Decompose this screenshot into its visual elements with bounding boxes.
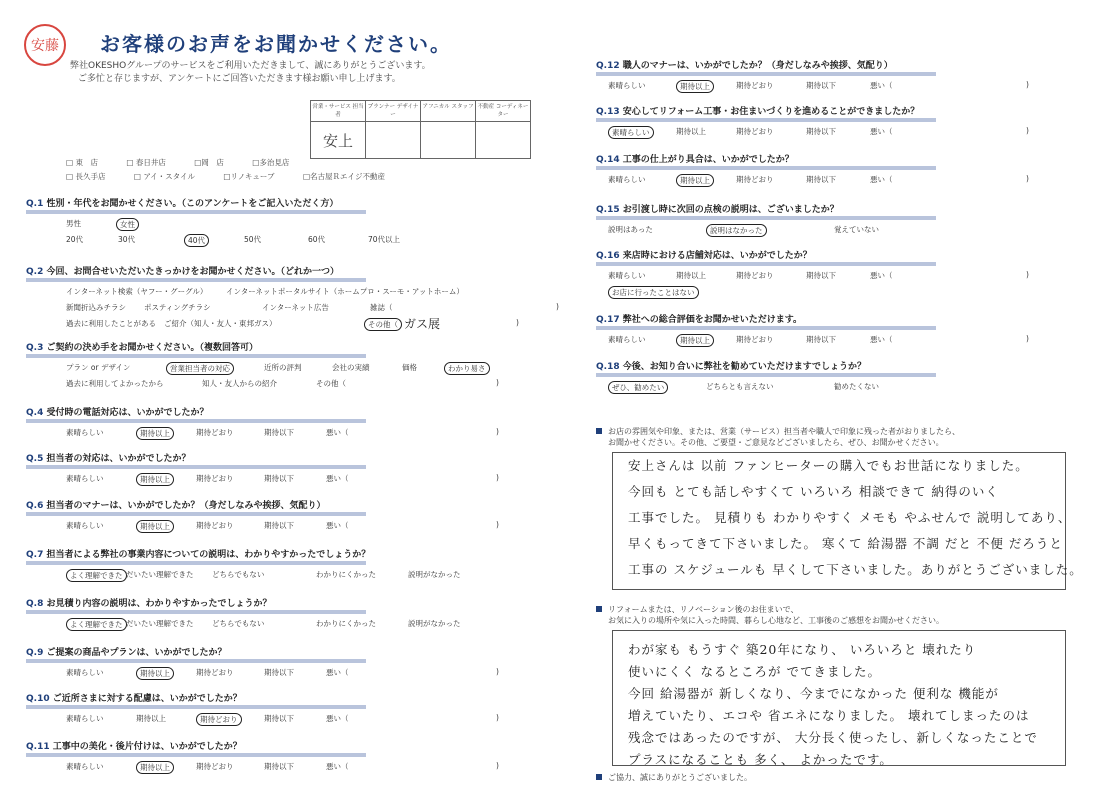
option: 期待以上 <box>676 127 706 136</box>
question-title <box>26 340 366 353</box>
option: 60代 <box>308 235 326 244</box>
seal-stamp: 安藤 <box>24 24 66 66</box>
selected-option: 素晴らしい <box>608 126 654 139</box>
question-underline <box>26 705 366 709</box>
option: 知人・友人からの紹介 <box>202 379 277 388</box>
question-title <box>596 248 936 261</box>
staff-table <box>310 100 531 159</box>
option: 素晴らしい <box>66 474 104 483</box>
option: 期待以下 <box>264 521 294 530</box>
shop-item: □ 長久手店 <box>66 172 106 181</box>
option-row <box>596 286 936 298</box>
question-text: 来店時における店舗対応は、いかがでしたか？ <box>622 251 812 261</box>
option-row <box>26 317 519 331</box>
option: 覚えていない <box>834 225 879 234</box>
question-underline <box>596 118 936 122</box>
selected-option: 期待以上 <box>136 520 174 533</box>
option: 期待どおり <box>736 175 774 184</box>
option: 期待どおり <box>196 474 234 483</box>
option-row <box>26 569 461 581</box>
question-q14 <box>596 152 1029 186</box>
question-number: Q.13 <box>596 107 623 117</box>
option: 素晴らしい <box>608 175 646 184</box>
selected-option: 期待以上 <box>676 80 714 93</box>
option: 過去に利用してよかったから <box>66 379 164 388</box>
question-q15 <box>596 202 936 236</box>
option: 新聞折込みチラシ <box>66 303 126 312</box>
question-q2 <box>26 264 559 331</box>
question-title <box>26 547 370 560</box>
option: 会社の実績 <box>332 363 370 372</box>
section-label: リフォームまたは、リノベーション後のお住まいで、 <box>608 605 799 614</box>
question-text: 安心してリフォーム工事・お住まいづくりを進めることができましたか？ <box>622 107 920 117</box>
option: 期待以下 <box>806 271 836 280</box>
question-number: Q.15 <box>596 205 623 215</box>
selected-option: 営業担当者の対応 <box>166 362 234 375</box>
option: ) <box>1026 80 1029 89</box>
bullet-icon <box>596 428 602 434</box>
shop-item: □多治見店 <box>252 158 290 167</box>
option: ポスティングチラシ <box>144 303 211 312</box>
question-q18 <box>596 359 936 393</box>
question-number: Q.2 <box>26 267 47 277</box>
option: ) <box>556 302 559 311</box>
option: ) <box>1026 174 1029 183</box>
staff-value <box>476 122 531 159</box>
selected-option: 期待以上 <box>676 174 714 187</box>
staff-header: 営業・サービス 担当者 <box>311 101 366 122</box>
question-text: 工事の仕上がり具合は、いかがでしたか？ <box>622 155 794 165</box>
question-title <box>26 451 366 464</box>
option-row <box>26 362 486 374</box>
question-number: Q.1 <box>26 199 47 209</box>
question-q11 <box>26 739 499 773</box>
option: ) <box>496 378 499 387</box>
staff-header: 不動産 コーディネーター <box>476 101 531 122</box>
option: 悪い（ <box>870 127 893 136</box>
option: 悪い（ <box>870 271 893 280</box>
question-underline <box>26 354 366 358</box>
question-q7 <box>26 547 461 581</box>
option: 期待どおり <box>736 81 774 90</box>
option: 期待以下 <box>806 81 836 90</box>
selected-option: 女性 <box>116 218 139 231</box>
option: 素晴らしい <box>66 762 104 771</box>
question-underline <box>596 166 936 170</box>
option-row <box>26 218 366 230</box>
question-text: ご提案の商品やプランは、いかがでしたか？ <box>46 648 227 658</box>
option: 期待以下 <box>264 762 294 771</box>
handwritten-line: 工事でした。 見積りも わかりやすく メモも やふせんで 説明してあり、 <box>628 510 1072 525</box>
question-title <box>596 359 936 372</box>
option-row <box>26 761 499 773</box>
option: 期待以下 <box>806 127 836 136</box>
option: 悪い（ <box>326 668 349 677</box>
option: ) <box>496 520 499 529</box>
question-q10 <box>26 691 499 725</box>
option: どちらでもない <box>212 570 265 579</box>
question-number: Q.9 <box>26 648 47 658</box>
option: だいたい理解できた <box>126 619 194 628</box>
option: 期待どおり <box>736 335 774 344</box>
option: だいたい理解できた <box>126 570 194 579</box>
option: 説明がなかった <box>408 619 461 628</box>
option-row <box>26 713 499 725</box>
option-row <box>26 302 559 314</box>
question-title <box>596 152 936 165</box>
option: 50代 <box>244 235 262 244</box>
selected-option: 説明はなかった <box>706 224 767 237</box>
shop-item: □ 春日井店 <box>126 158 166 167</box>
question-title <box>26 405 366 418</box>
question-title <box>26 196 366 209</box>
comment-section-1-label <box>596 426 960 448</box>
option: 期待以下 <box>264 428 294 437</box>
question-text: 担当者による弊社の事業内容についての説明は、わかりやすかったでしょうか？ <box>46 550 371 560</box>
option: 期待以下 <box>806 175 836 184</box>
option-row <box>26 427 499 439</box>
section-label: お聞かせください。その他、ご要望・ご意見などございましたら、ぜひ、お聞かせください。 <box>608 438 944 447</box>
option-row <box>596 270 1029 282</box>
option: どちらとも言えない <box>706 382 774 391</box>
question-underline <box>596 326 936 330</box>
selected-option: 40代 <box>184 234 209 247</box>
option: 期待以下 <box>806 335 836 344</box>
option: 素晴らしい <box>66 714 104 723</box>
option-row <box>596 80 1029 92</box>
option: 素晴らしい <box>608 81 646 90</box>
option: 期待どおり <box>196 521 234 530</box>
question-underline <box>26 512 366 516</box>
question-underline <box>26 753 366 757</box>
question-text: 今後、お知り合いに弊社を勧めていただけますでしょうか？ <box>622 362 867 372</box>
handwritten-line: 工事の スケジュールも 早くして下さいました。ありがとうございました。 <box>628 562 1083 577</box>
handwritten-line: 残念ではあったのですが、 大分長く使ったし、新しくなったことで <box>628 730 1038 745</box>
option: 素晴らしい <box>66 428 104 437</box>
option: 70代以上 <box>368 235 401 244</box>
question-number: Q.5 <box>26 454 47 464</box>
question-q9 <box>26 645 499 679</box>
question-number: Q.14 <box>596 155 623 165</box>
question-title <box>26 596 366 609</box>
option: ) <box>496 473 499 482</box>
option-row <box>596 381 936 393</box>
option-row <box>596 126 1029 138</box>
option-row <box>596 174 1029 186</box>
question-number: Q.4 <box>26 408 47 418</box>
question-number: Q.16 <box>596 251 623 261</box>
option: 20代 <box>66 235 84 244</box>
option: 価格 <box>402 363 417 372</box>
selected-option: よく理解できた <box>66 569 127 582</box>
option: ) <box>1026 334 1029 343</box>
option: インターネット検索（ヤフー・グーグル） <box>66 287 208 296</box>
question-number: Q.3 <box>26 343 47 353</box>
option: 期待以下 <box>264 474 294 483</box>
question-underline <box>26 610 366 614</box>
selected-option: 期待どおり <box>196 713 242 726</box>
question-underline <box>26 419 366 423</box>
question-title <box>596 312 936 325</box>
option: 素晴らしい <box>66 668 104 677</box>
option: 説明はあった <box>608 225 653 234</box>
option: ガス展 <box>404 317 441 331</box>
question-number: Q.18 <box>596 362 623 372</box>
selected-option: よく理解できた <box>66 618 127 631</box>
question-text: お引渡し時に次回の点検の説明は、ございましたか？ <box>622 205 839 215</box>
question-q17 <box>596 312 1029 346</box>
option: 期待以下 <box>264 714 294 723</box>
question-title <box>26 645 366 658</box>
question-underline <box>26 561 366 565</box>
option: 悪い（ <box>870 335 893 344</box>
option: 30代 <box>118 235 136 244</box>
option: 悪い（ <box>870 81 893 90</box>
shop-item: □リノキューブ <box>223 172 275 181</box>
handwritten-line: 今回も とても話しやすくて いろいろ 相談できて 納得のいく <box>628 484 999 499</box>
handwritten-line: 増えていたり、エコや 省エネになりました。 壊れてしまったのは <box>628 708 1030 723</box>
option-row <box>26 473 499 485</box>
question-title <box>26 264 366 277</box>
footer-text: ご協力、誠にありがとうございました。 <box>608 773 752 782</box>
option: その他（ <box>316 379 346 388</box>
question-number: Q.10 <box>26 694 53 704</box>
option: 悪い（ <box>326 428 349 437</box>
question-title <box>26 498 366 511</box>
staff-value: 安上 <box>311 122 366 159</box>
question-q8 <box>26 596 461 630</box>
option: ) <box>496 667 499 676</box>
question-title <box>26 691 366 704</box>
question-underline <box>26 465 366 469</box>
option: ) <box>496 427 499 436</box>
section-label: お気に入りの場所や気に入った時間、暮らし心地など、工事後のご感想をお聞かせください。 <box>608 616 944 625</box>
option: 素晴らしい <box>608 271 646 280</box>
option: 期待どおり <box>196 428 234 437</box>
question-text: 性別・年代をお聞かせください。（このアンケートをご記入いただく方） <box>46 199 339 209</box>
question-number: Q.12 <box>596 61 623 71</box>
handwritten-line: 安上さんは 以前 ファンヒーターの購入でもお世話になりました。 <box>628 458 1029 473</box>
option-row <box>26 618 461 630</box>
comment-section-2-label <box>596 604 944 626</box>
question-text: 工事中の美化・後片付けは、いかがでしたか？ <box>52 742 242 752</box>
option: 過去に利用したことがある <box>66 319 156 328</box>
question-underline <box>596 72 936 76</box>
question-number: Q.8 <box>26 599 47 609</box>
selected-option: 期待以上 <box>136 473 174 486</box>
selected-option: 期待以上 <box>136 427 174 440</box>
staff-header: アフニカル スタッフ <box>421 101 476 122</box>
option: 悪い（ <box>326 521 349 530</box>
option: 勧めたくない <box>834 382 879 391</box>
option: ) <box>1026 270 1029 279</box>
selected-option: ぜひ、勧めたい <box>608 381 668 394</box>
question-text: ご近所さまに対する配慮は、いかがでしたか？ <box>52 694 242 704</box>
option: わかりにくかった <box>316 619 376 628</box>
question-title <box>596 104 936 117</box>
option: 素晴らしい <box>66 521 104 530</box>
question-underline <box>26 210 366 214</box>
option: ) <box>516 318 519 327</box>
question-title <box>596 58 936 71</box>
option: 悪い（ <box>326 714 349 723</box>
option: 期待以上 <box>676 271 706 280</box>
shop-item: □名古屋Ｒエイジ不動産 <box>302 172 386 181</box>
option: プラン or デザイン <box>66 363 131 372</box>
question-number: Q.17 <box>596 315 623 325</box>
question-q5 <box>26 451 499 485</box>
shop-item: □ アイ・スタイル <box>133 172 196 181</box>
staff-value <box>366 122 421 159</box>
question-title <box>26 739 366 752</box>
shop-item: □ 東 店 <box>66 158 98 167</box>
question-underline <box>26 278 366 282</box>
option: 期待どおり <box>196 668 234 677</box>
question-underline <box>596 373 936 377</box>
handwritten-line: 今回 給湯器が 新しくなり、今までになかった 便利な 機能が <box>628 686 999 701</box>
option: 期待どおり <box>196 762 234 771</box>
option: インターネット広告 <box>262 303 329 312</box>
option-row <box>26 378 499 390</box>
question-number: Q.6 <box>26 501 47 511</box>
selected-option: その他（ <box>364 318 402 331</box>
question-text: 職人のマナーは、いかがでしたか？（身だしなみや挨拶、気配り） <box>622 61 893 71</box>
bullet-icon <box>596 606 602 612</box>
shop-list <box>66 156 411 184</box>
option: 悪い（ <box>326 474 349 483</box>
question-q6 <box>26 498 499 532</box>
selected-option: 期待以上 <box>136 667 174 680</box>
question-q13 <box>596 104 1029 138</box>
page-title: お客様のお声をお聞かせください。 <box>100 32 452 56</box>
option: 素晴らしい <box>608 335 646 344</box>
option: ) <box>496 761 499 770</box>
option: 説明がなかった <box>408 570 461 579</box>
option: 悪い（ <box>326 762 349 771</box>
option: インターネットポータルサイト（ホームプロ・スーモ・アットホーム） <box>226 287 464 296</box>
handwritten-line: 早くもってきて下さいました。 寒くて 給湯器 不調 だと 不便 だろうと <box>628 536 1063 551</box>
question-q16 <box>596 248 1029 298</box>
option: ご紹介（知人・友人・東邦ガス） <box>164 319 277 328</box>
option-row <box>26 286 464 298</box>
question-text: 弊社への総合評価をお聞かせいただけます。 <box>622 315 803 325</box>
option: 期待以上 <box>136 714 166 723</box>
option: 雑誌（ <box>370 303 393 312</box>
option: わかりにくかった <box>316 570 376 579</box>
question-text: 担当者の対応は、いかがでしたか？ <box>46 454 191 464</box>
question-q3 <box>26 340 499 390</box>
selected-option: 期待以上 <box>136 761 174 774</box>
option-row <box>26 667 499 679</box>
handwritten-line: わが家も もうすぐ 築20年になり、 いろいろと 壊れたり <box>628 642 977 657</box>
question-underline <box>596 262 936 266</box>
question-text: 今回、お問合せいただいたきっかけをお聞かせください。（どれか一つ） <box>46 267 339 277</box>
question-q1 <box>26 196 401 246</box>
option-row <box>26 520 499 532</box>
option-row <box>596 334 1029 346</box>
question-underline <box>596 216 936 220</box>
bullet-icon <box>596 774 602 780</box>
selected-option: 期待以上 <box>676 334 714 347</box>
option: ) <box>1026 126 1029 135</box>
handwritten-line: プラスになることも 多く、 よかったです。 <box>628 752 893 767</box>
option: 期待どおり <box>736 127 774 136</box>
selected-option: お店に行ったことはない <box>608 286 699 299</box>
shop-item: □岡 店 <box>194 158 224 167</box>
handwritten-line: 使いにくく なるところが でてきました。 <box>628 664 881 679</box>
option: 期待どおり <box>736 271 774 280</box>
staff-header: プランナー デザイナー <box>366 101 421 122</box>
option-row <box>26 234 401 246</box>
question-q12 <box>596 58 1029 92</box>
option-row <box>596 224 936 236</box>
option: どちらでもない <box>212 619 265 628</box>
option: 悪い（ <box>870 175 893 184</box>
question-text: 受付時の電話対応は、いかがでしたか？ <box>46 408 209 418</box>
question-number: Q.7 <box>26 550 47 560</box>
question-text: お見積り内容の説明は、わかりやすかったでしょうか？ <box>46 599 272 609</box>
option: 近所の評判 <box>264 363 302 372</box>
section-label: お店の雰囲気や印象、または、営業（サービス）担当者や職人で印象に残った者がおりましたら、 <box>608 427 960 436</box>
option: 男性 <box>66 219 81 228</box>
question-q4 <box>26 405 499 439</box>
intro-text <box>70 60 431 86</box>
option: ) <box>496 713 499 722</box>
question-number: Q.11 <box>26 742 53 752</box>
footer-thanks <box>596 772 752 783</box>
question-underline <box>26 659 366 663</box>
intro-line: ご多忙と存じますが、アンケートにご回答いただきます様お願い申し上げます。 <box>78 74 401 84</box>
option: 期待以下 <box>264 668 294 677</box>
staff-value <box>421 122 476 159</box>
question-text: 担当者のマナーは、いかがでしたか？（身だしなみや挨拶、気配り） <box>46 501 326 511</box>
intro-line: 弊社OKESHOグループのサービスをご利用いただきまして、誠にありがとうございます。 <box>70 61 431 71</box>
question-text: ご契約の決め手をお聞かせください。（複数回答可） <box>46 343 258 353</box>
selected-option: わかり易さ <box>444 362 490 375</box>
question-title <box>596 202 936 215</box>
